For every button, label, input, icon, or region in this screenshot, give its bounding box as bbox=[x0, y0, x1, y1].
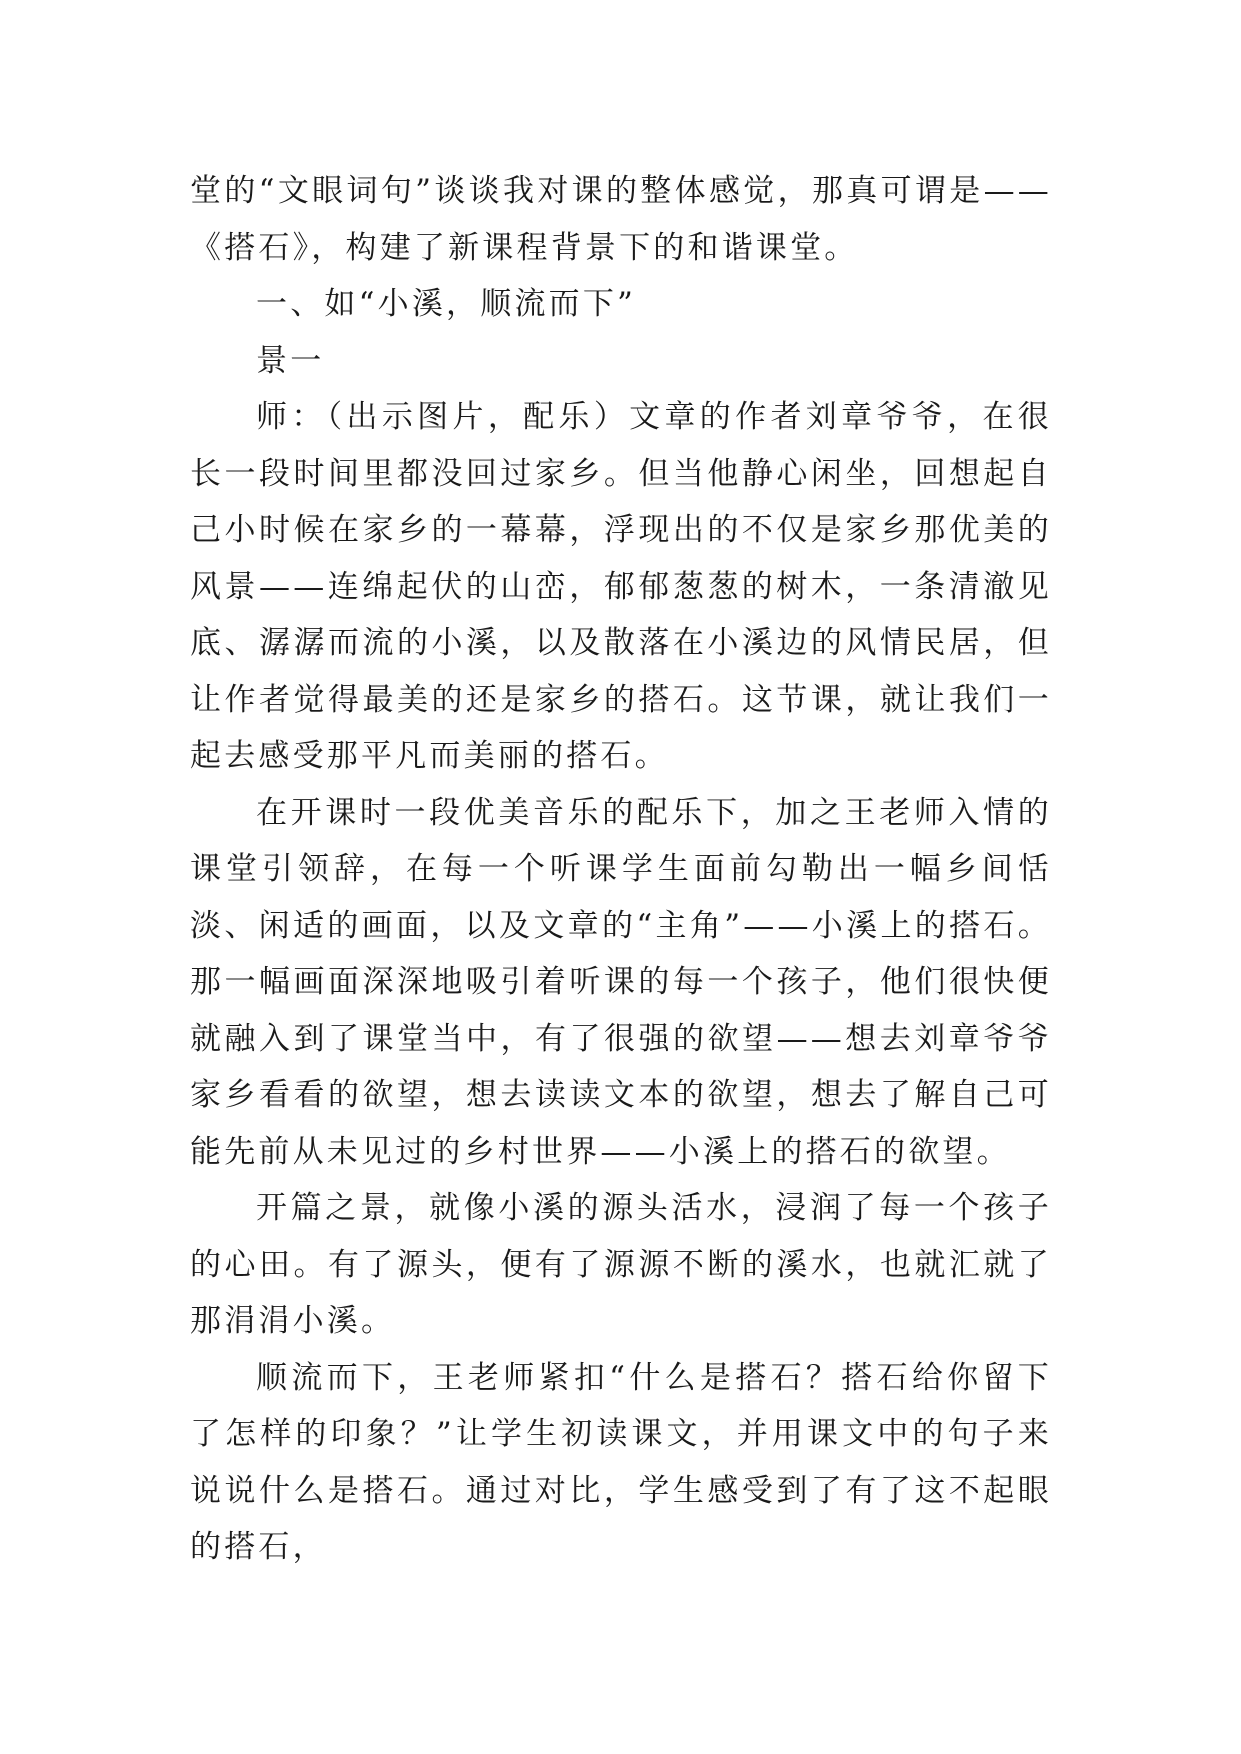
paragraph-downstream: 顺流而下，王老师紧扣“什么是搭石？搭石给你留下了怎样的印象？”让学生初读课文，并用课文中的句子来说说什么是搭石。通过对比，学生感受到了有了这不起眼的搭石， bbox=[190, 1359, 1052, 1565]
scene-label: 景一 bbox=[256, 342, 325, 379]
section-heading: 一、如“小溪，顺流而下” bbox=[256, 286, 637, 322]
paragraph-source-water: 开篇之景，就像小溪的源头活水，浸润了每一个孩子的心田。有了源头，便有了源源不断的溪水，也就汇就了那涓涓小溪。 bbox=[190, 1190, 1052, 1339]
document-body bbox=[190, 163, 1052, 1576]
paragraph-1: 堂的“文眼词句”谈谈我对课的整体感觉，那真可谓是——《搭石》，构建了新课程背景下的和谐课堂。 bbox=[190, 173, 1052, 266]
paragraph-teacher-quote: 师：（出示图片，配乐）文章的作者刘章爷爷，在很长一段时间里都没回过家乡。但当他静心闲坐，回想起自己小时候在家乡的一幕幕，浮现出的不仅是家乡那优美的风景——连绵起伏的山峦，郁郁葱葱的树木，一条清澈见底、潺潺而流的小溪，以及散落在小溪边的风情民居，但让作者觉得最美的还是家乡的搭石。这节课，就让我们一起去感受那平凡而美丽的搭石。 bbox=[190, 399, 1052, 774]
paragraph-opening-analysis: 在开课时一段优美音乐的配乐下，加之王老师入情的课堂引领辞，在每一个听课学生面前勾勒出一幅乡间恬淡、闲适的画面，以及文章的“主角”——小溪上的搭石。那一幅画面深深地吸引着听课的每一个孩子，他们很快便就融入到了课堂当中，有了很强的欲望——想去刘章爷爷家乡看看的欲望，想去读读文本的欲望，想去了解自己可能先前从未见过的乡村世界——小溪上的搭石的欲望。 bbox=[190, 794, 1052, 1170]
